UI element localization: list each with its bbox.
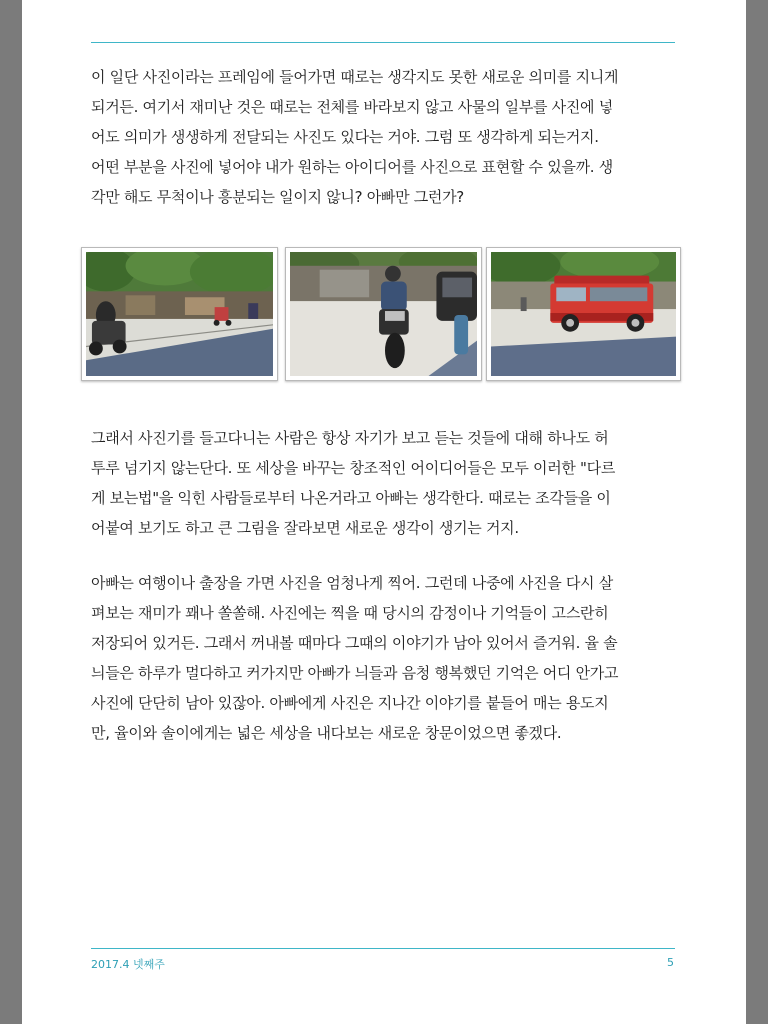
photo-motorbike-rider[interactable] (81, 247, 278, 381)
paragraph-line: 그래서 사진기를 들고다니는 사람은 항상 자기가 보고 듣는 것들에 대해 하나도 허 (91, 429, 609, 447)
paragraph-line: 어붙여 보기도 하고 큰 그림을 잘라보면 새로운 생각이 생기는 거지. (91, 519, 519, 537)
paragraph-line: 어도 의미가 생생하게 전달되는 사진도 있다는 거야. 그럼 또 생각하게 되는거지. (91, 128, 599, 146)
photo-3-image (491, 252, 676, 376)
paragraph-line: 어떤 부분을 사진에 넣어야 내가 원하는 아이디어를 사진으로 표현할 수 있을까. 생 (91, 158, 613, 176)
photo-scooter-rider[interactable] (285, 247, 482, 381)
paragraph-2 (91, 423, 681, 543)
photo-2-image (290, 252, 477, 376)
header-rule (91, 42, 675, 43)
paragraph-line: 게 보는법"을 익힌 사람들로부터 나온거라고 아빠는 생각한다. 때로는 조각들을 이 (91, 489, 611, 507)
photo-red-truck[interactable] (486, 247, 681, 381)
footer-issue-label: 2017.4 넷째주 (91, 958, 165, 971)
paragraph-3 (91, 568, 681, 748)
paragraph-line: 되거든. 여기서 재미난 것은 때로는 전체를 바라보지 않고 사물의 일부를 사진에 넣 (91, 98, 613, 116)
page-number: 5 (667, 956, 674, 969)
paragraph-line: 아빠는 여행이나 출장을 가면 사진을 엄청나게 찍어. 그런데 나중에 사진을 다시 살 (91, 574, 613, 592)
paragraph-line: 각만 해도 무척이나 흥분되는 일이지 않니? 아빠만 그런가? (91, 188, 464, 206)
paragraph-line: 늬들은 하루가 멀다하고 커가지만 아빠가 늬들과 음청 행복했던 기억은 어디 안가고 (91, 664, 619, 682)
paragraph-1 (91, 62, 681, 212)
paragraph-line: 이 일단 사진이라는 프레임에 들어가면 때로는 생각지도 못한 새로운 의미를 지니게 (91, 68, 619, 86)
paragraph-line: 투루 넘기지 않는단다. 또 세상을 바꾸는 창조적인 어이디어들은 모두 이러한 "다르 (91, 459, 616, 477)
paragraph-line: 사진에 단단히 남아 있잖아. 아빠에게 사진은 지나간 이야기를 붙들어 매는 용도지 (91, 694, 609, 712)
page (22, 0, 746, 1024)
footer-rule (91, 948, 675, 949)
paragraph-line: 펴보는 재미가 꽤나 쏠쏠해. 사진에는 찍을 때 당시의 감정이나 기억들이 고스란히 (91, 604, 609, 622)
paragraph-line: 저장되어 있거든. 그래서 꺼내볼 때마다 그때의 이야기가 남아 있어서 즐거워. 율 솔 (91, 634, 618, 652)
photo-1-image (86, 252, 273, 376)
paragraph-line: 만, 율이와 솔이에게는 넓은 세상을 내다보는 새로운 창문이었으면 좋겠다. (91, 724, 562, 742)
